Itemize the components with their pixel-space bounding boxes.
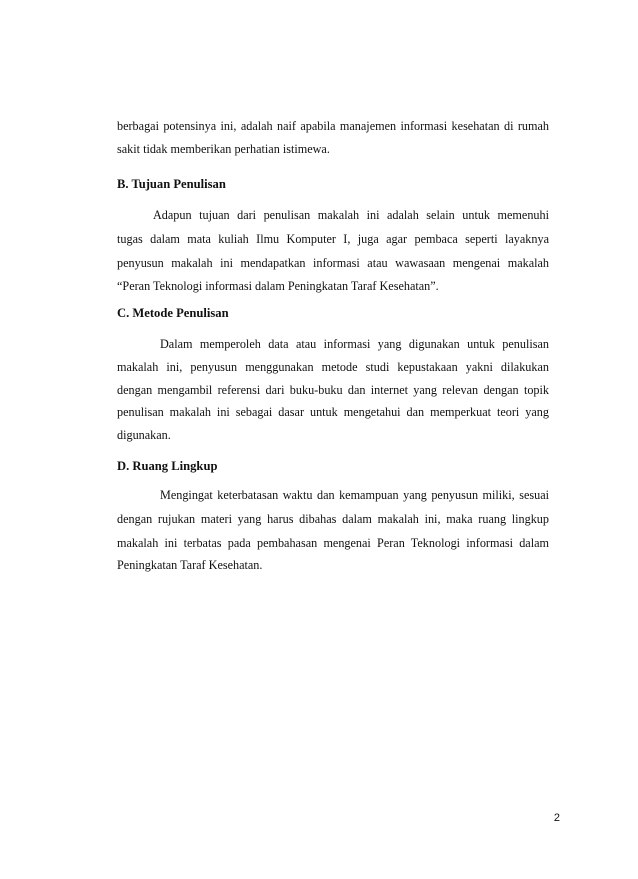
- metode-line-4: penulisan makalah ini sebagai dasar untuk mengetahui dan memperkuat teori yang: [117, 405, 549, 419]
- section-heading-metode: C. Metode Penulisan: [117, 306, 229, 320]
- section-heading-ruang-lingkup: D. Ruang Lingkup: [117, 459, 218, 473]
- tujuan-line-1: Adapun tujuan dari penulisan makalah ini adalah selain untuk memenuhi: [153, 208, 549, 222]
- section-heading-tujuan: B. Tujuan Penulisan: [117, 177, 226, 191]
- ruang-lingkup-line-3: makalah ini terbatas pada pembahasan mengenai Peran Teknologi informasi dalam: [117, 536, 549, 550]
- metode-line-2: makalah ini, penyusun menggunakan metode studi kepustakaan yakni dilakukan: [117, 360, 549, 374]
- page-number: 2: [553, 812, 560, 824]
- ruang-lingkup-line-4: Peningkatan Taraf Kesehatan.: [117, 558, 263, 572]
- ruang-lingkup-line-1: Mengingat keterbatasan waktu dan kemampuan yang penyusun miliki, sesuai: [160, 488, 549, 502]
- metode-line-5: digunakan.: [117, 428, 171, 442]
- ruang-lingkup-line-2: dengan rujukan materi yang harus dibahas dalam makalah ini, maka ruang lingkup: [117, 512, 549, 526]
- metode-line-3: dengan mengambil referensi dari buku-buku dan internet yang relevan dengan topik: [117, 383, 549, 397]
- tujuan-line-4: “Peran Teknologi informasi dalam Peningkatan Taraf Kesehatan”.: [117, 279, 439, 293]
- tujuan-line-3: penyusun makalah ini mendapatkan informasi atau wawasaan mengenai makalah: [117, 256, 549, 270]
- metode-line-1: Dalam memperoleh data atau informasi yang digunakan untuk penulisan: [160, 337, 549, 351]
- intro-line-2: sakit tidak memberikan perhatian istimewa.: [117, 142, 330, 156]
- intro-line-1: berbagai potensinya ini, adalah naif apabila manajemen informasi kesehatan di rumah: [117, 119, 549, 133]
- tujuan-line-2: tugas dalam mata kuliah Ilmu Komputer I, juga agar pembaca seperti layaknya: [117, 232, 549, 246]
